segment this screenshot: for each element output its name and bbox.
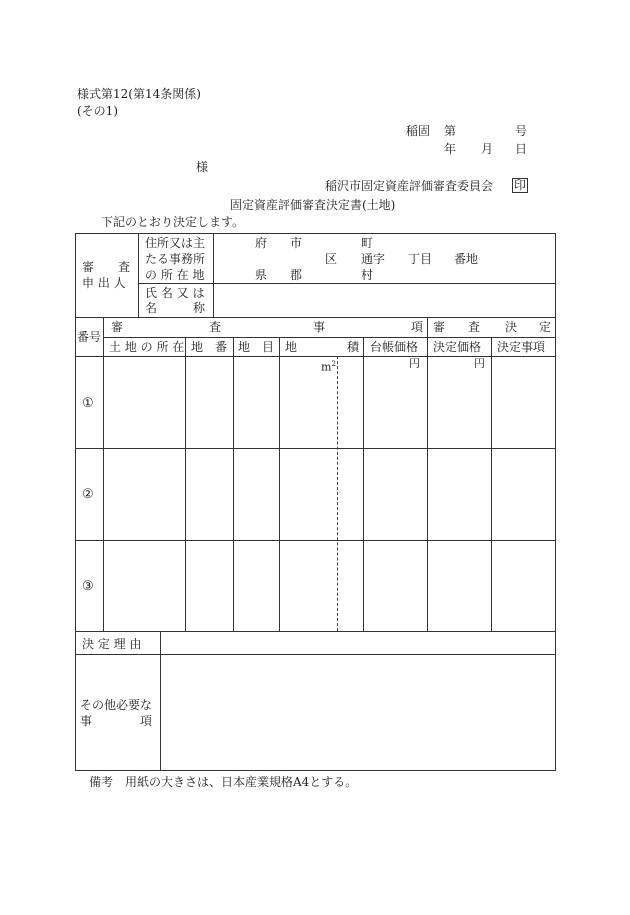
address-ku: 区 [325,252,338,266]
date-day: 日 [515,142,528,156]
number-header: 番号 [77,330,102,344]
shinsa-jiko-1: 審 [111,320,124,334]
shinsa-jiko-4: 項 [411,320,424,334]
address-chome: 丁目 [408,252,433,266]
address-label-3: の 所 在 地 [145,268,205,282]
address-banchi: 番地 [454,252,479,266]
other-label-2: 事 項 [80,714,153,728]
address-gun: 郡 [290,268,303,282]
unit-yen-ledger: 円 [409,357,420,370]
row-number-3: ③ [82,579,94,594]
shinsa-kettei-3: 決 [505,320,518,334]
shinsa-kettei-1: 審 [433,320,446,334]
address-shi: 市 [290,236,303,250]
address-tsuji: 通字 [361,252,386,266]
form-number: 様式第12(第14条関係) [77,87,201,101]
col-decision-item: 決定事項 [497,340,546,354]
applicant-label-1: 審 査 [82,260,131,274]
shinsa-jiko-3: 事 [313,320,326,334]
decision-reason-label: 決 定 理 由 [82,637,142,651]
footnote: 備考 用紙の大きさは、日本産業規格A4とする。 [89,775,358,789]
col-land-location: 土 地 の 所 在 [109,340,185,354]
issuer-name: 稲沢市固定資産評価審査委員会 [325,179,494,193]
unit-yen-decided: 円 [474,357,485,370]
doc-dai: 第 [444,124,457,138]
unit-square-meter: $m^2$ [321,360,336,374]
name-label-2: 名 称 [145,301,206,315]
col-lot-number: 地 番 [191,340,228,354]
col-decided-price: 決定価格 [433,340,482,354]
address-mura: 村 [361,268,374,282]
name-label-1: 氏 名 又 は [145,286,205,300]
shinsa-kettei-2: 査 [468,320,481,334]
shinsa-kettei-4: 定 [539,320,552,334]
date-year: 年 [444,142,457,156]
other-label-1: その他必要な [80,698,153,712]
address-fu: 府 [255,236,268,250]
address-machi: 町 [361,236,374,250]
address-ken: 県 [255,268,268,282]
doc-prefix: 稲固 [406,124,431,138]
applicant-label-2: 申 出 人 [82,276,126,290]
document-title: 固定資産評価審査決定書(土地) [230,198,396,212]
col-ledger-price: 台帳価格 [370,340,419,354]
col-area-2: 積 [347,340,360,354]
col-area-1: 地 [285,340,298,354]
form-sub-number: (その1) [77,104,118,118]
address-label-1: 住所又は主 [145,236,206,250]
row-number-1: ① [82,396,94,411]
date-month: 月 [481,142,494,156]
seal-stamp: 印 [514,178,527,192]
addressee-sama: 様 [196,160,209,174]
address-label-2: たる事務所 [145,252,206,266]
col-land-category: 地 目 [238,340,275,354]
row-number-2: ② [82,487,94,502]
shinsa-jiko-2: 査 [209,320,222,334]
intro-text: 下記のとおり決定します。 [101,215,245,229]
doc-go: 号 [515,124,528,138]
